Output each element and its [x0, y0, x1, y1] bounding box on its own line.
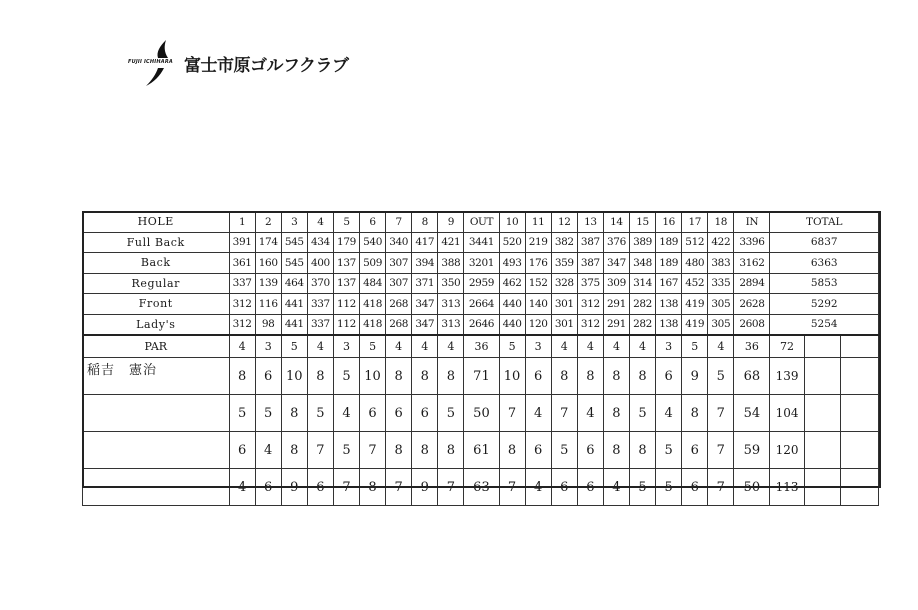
gross-score: 113 — [770, 469, 804, 506]
score-cell: 6 — [525, 432, 551, 469]
score-cell: 7 — [499, 395, 525, 432]
yardage-cell: 137 — [333, 253, 359, 274]
yardage-cell: 440 — [499, 314, 525, 335]
score-cell: 6 — [360, 395, 386, 432]
yardage-cell: 301 — [551, 294, 577, 315]
player-score-row — [83, 432, 879, 469]
par-cell: 4 — [438, 335, 464, 358]
yardage-cell: 452 — [682, 273, 708, 294]
score-cell: 6 — [577, 432, 603, 469]
score-cell: 8 — [577, 358, 603, 395]
score-cell: 8 — [438, 358, 464, 395]
yardage-cell: 394 — [412, 253, 438, 274]
hole-number: 3 — [281, 212, 307, 233]
score-cell: 5 — [333, 358, 359, 395]
yardage-cell: 371 — [412, 273, 438, 294]
score-cell: 8 — [360, 469, 386, 506]
par-cell: 5 — [499, 335, 525, 358]
yardage-cell: 370 — [307, 273, 333, 294]
yardage-cell: 313 — [438, 314, 464, 335]
hole-number: 6 — [360, 212, 386, 233]
club-name: 富士市原ゴルフクラブ — [184, 56, 349, 76]
score-cell: 6 — [255, 358, 281, 395]
par-cell: 5 — [281, 335, 307, 358]
yardage-cell: 545 — [281, 253, 307, 274]
yardage-cell: 337 — [307, 294, 333, 315]
score-cell: 8 — [603, 358, 629, 395]
score-cell: 6 — [577, 469, 603, 506]
yardage-cell: 189 — [656, 232, 682, 253]
in-score: 54 — [734, 395, 770, 432]
player-name — [83, 469, 230, 506]
yardage-cell: 120 — [525, 314, 551, 335]
tee-name: Regular — [83, 273, 230, 294]
yardage-cell: 312 — [577, 294, 603, 315]
yardage-cell: 391 — [229, 232, 255, 253]
hole-number: 8 — [412, 212, 438, 233]
blank-cell — [840, 335, 878, 358]
hole-number: 9 — [438, 212, 464, 233]
in-score: 68 — [734, 358, 770, 395]
yardage-cell: 138 — [656, 294, 682, 315]
in-score: 59 — [734, 432, 770, 469]
score-cell: 4 — [577, 395, 603, 432]
hole-number: 15 — [629, 212, 655, 233]
tee-row — [83, 273, 879, 294]
scorecard — [82, 211, 879, 495]
par-cell: 4 — [577, 335, 603, 358]
yardage-cell: 98 — [255, 314, 281, 335]
yardage-cell: 337 — [307, 314, 333, 335]
out-score: 63 — [464, 469, 499, 506]
score-cell: 4 — [603, 469, 629, 506]
score-cell: 8 — [281, 432, 307, 469]
yardage-cell: 116 — [255, 294, 281, 315]
yardage-cell: 307 — [386, 273, 412, 294]
in-header: IN — [734, 212, 770, 233]
yardage-cell: 314 — [629, 273, 655, 294]
par-cell: 4 — [307, 335, 333, 358]
score-cell: 7 — [708, 469, 734, 506]
score-cell: 5 — [255, 395, 281, 432]
score-cell: 7 — [386, 469, 412, 506]
yardage-cell: 152 — [525, 273, 551, 294]
score-cell: 4 — [255, 432, 281, 469]
score-cell: 7 — [438, 469, 464, 506]
blank-cell — [804, 432, 840, 469]
yardage-cell: 312 — [229, 294, 255, 315]
yardage-cell: 305 — [708, 314, 734, 335]
yardage-cell: 282 — [629, 294, 655, 315]
yardage-cell: 361 — [229, 253, 255, 274]
score-cell: 10 — [360, 358, 386, 395]
score-cell: 6 — [229, 432, 255, 469]
in-yardage: 2894 — [734, 273, 770, 294]
par-cell: 3 — [333, 335, 359, 358]
out-yardage: 2664 — [464, 294, 499, 315]
out-yardage: 3201 — [464, 253, 499, 274]
in-yardage: 2628 — [734, 294, 770, 315]
yardage-cell: 417 — [412, 232, 438, 253]
score-cell: 7 — [708, 432, 734, 469]
par-cell: 5 — [360, 335, 386, 358]
yardage-cell: 340 — [386, 232, 412, 253]
tee-row — [83, 232, 879, 253]
tee-name: Front — [83, 294, 230, 315]
score-cell: 8 — [281, 395, 307, 432]
yardage-cell: 520 — [499, 232, 525, 253]
yardage-cell: 337 — [229, 273, 255, 294]
yardage-cell: 179 — [333, 232, 359, 253]
score-cell: 8 — [412, 358, 438, 395]
yardage-cell: 137 — [333, 273, 359, 294]
yardage-cell: 480 — [682, 253, 708, 274]
yardage-cell: 138 — [656, 314, 682, 335]
hole-number: 5 — [333, 212, 359, 233]
scorecard-table — [82, 211, 879, 506]
gross-score: 120 — [770, 432, 804, 469]
score-cell: 6 — [412, 395, 438, 432]
in-yardage: 2608 — [734, 314, 770, 335]
yardage-cell: 493 — [499, 253, 525, 274]
par-cell: 4 — [603, 335, 629, 358]
score-cell: 6 — [682, 469, 708, 506]
score-cell: 7 — [307, 432, 333, 469]
score-cell: 8 — [682, 395, 708, 432]
yardage-cell: 347 — [603, 253, 629, 274]
hole-number: 7 — [386, 212, 412, 233]
yardage-cell: 382 — [551, 232, 577, 253]
yardage-cell: 167 — [656, 273, 682, 294]
blank-cell — [804, 358, 840, 395]
score-cell: 9 — [682, 358, 708, 395]
score-cell: 8 — [412, 432, 438, 469]
blank-cell — [804, 469, 840, 506]
score-cell: 6 — [525, 358, 551, 395]
out-yardage: 3441 — [464, 232, 499, 253]
par-cell: 3 — [525, 335, 551, 358]
score-cell: 5 — [656, 432, 682, 469]
par-cell: 3 — [656, 335, 682, 358]
out-yardage: 2959 — [464, 273, 499, 294]
tee-row — [83, 253, 879, 274]
yardage-cell: 359 — [551, 253, 577, 274]
yardage-cell: 419 — [682, 294, 708, 315]
yardage-cell: 441 — [281, 294, 307, 315]
score-cell: 5 — [708, 358, 734, 395]
yardage-cell: 160 — [255, 253, 281, 274]
hole-number: 11 — [525, 212, 551, 233]
score-cell: 8 — [386, 432, 412, 469]
par-cell: 4 — [229, 335, 255, 358]
total-yardage: 6837 — [770, 232, 879, 253]
score-cell: 5 — [438, 395, 464, 432]
blank-cell — [804, 335, 840, 358]
yardage-cell: 112 — [333, 314, 359, 335]
tee-name: Back — [83, 253, 230, 274]
par-label: PAR — [83, 335, 230, 358]
tee-name: Full Back — [83, 232, 230, 253]
par-cell: 5 — [682, 335, 708, 358]
in-score: 50 — [734, 469, 770, 506]
gross-score: 139 — [770, 358, 804, 395]
yardage-cell: 282 — [629, 314, 655, 335]
score-cell: 7 — [333, 469, 359, 506]
score-cell: 4 — [229, 469, 255, 506]
yardage-cell: 140 — [525, 294, 551, 315]
blank-cell — [840, 469, 878, 506]
par-cell: 4 — [708, 335, 734, 358]
yardage-cell: 484 — [360, 273, 386, 294]
score-cell: 5 — [229, 395, 255, 432]
hole-number: 14 — [603, 212, 629, 233]
yardage-cell: 462 — [499, 273, 525, 294]
yardage-cell: 305 — [708, 294, 734, 315]
yardage-cell: 176 — [525, 253, 551, 274]
gross-score: 104 — [770, 395, 804, 432]
hole-number: 4 — [307, 212, 333, 233]
total-yardage: 5292 — [770, 294, 879, 315]
hole-number: 17 — [682, 212, 708, 233]
in-yardage: 3396 — [734, 232, 770, 253]
yardage-cell: 139 — [255, 273, 281, 294]
yardage-cell: 387 — [577, 253, 603, 274]
score-cell: 8 — [603, 432, 629, 469]
tee-row — [83, 314, 879, 335]
score-cell: 8 — [386, 358, 412, 395]
score-cell: 8 — [229, 358, 255, 395]
score-cell: 4 — [525, 469, 551, 506]
score-cell: 7 — [708, 395, 734, 432]
par-cell: 4 — [629, 335, 655, 358]
score-cell: 5 — [551, 432, 577, 469]
yardage-cell: 312 — [229, 314, 255, 335]
player-name: 稲吉 憲治 — [83, 358, 230, 395]
score-cell: 8 — [551, 358, 577, 395]
total-header: TOTAL — [770, 212, 879, 233]
yardage-cell: 387 — [577, 232, 603, 253]
score-cell: 6 — [551, 469, 577, 506]
yardage-cell: 268 — [386, 314, 412, 335]
yardage-cell: 291 — [603, 294, 629, 315]
yardage-cell: 112 — [333, 294, 359, 315]
blank-cell — [840, 395, 878, 432]
yardage-cell: 545 — [281, 232, 307, 253]
tee-name: Lady's — [83, 314, 230, 335]
yardage-cell: 375 — [577, 273, 603, 294]
player-name — [83, 395, 230, 432]
yardage-cell: 388 — [438, 253, 464, 274]
score-cell: 8 — [307, 358, 333, 395]
blank-cell — [804, 395, 840, 432]
total-yardage: 6363 — [770, 253, 879, 274]
in-yardage: 3162 — [734, 253, 770, 274]
score-cell: 4 — [525, 395, 551, 432]
out-score: 61 — [464, 432, 499, 469]
yardage-cell: 440 — [499, 294, 525, 315]
score-cell: 8 — [629, 432, 655, 469]
par-out: 36 — [464, 335, 499, 358]
score-cell: 8 — [603, 395, 629, 432]
hole-header-label: HOLE — [83, 212, 230, 233]
score-cell: 5 — [629, 469, 655, 506]
out-score: 71 — [464, 358, 499, 395]
yardage-cell: 291 — [603, 314, 629, 335]
yardage-cell: 219 — [525, 232, 551, 253]
par-total: 72 — [770, 335, 804, 358]
total-yardage: 5853 — [770, 273, 879, 294]
par-cell: 4 — [412, 335, 438, 358]
score-cell: 7 — [551, 395, 577, 432]
par-cell: 4 — [386, 335, 412, 358]
player-score-row — [83, 395, 879, 432]
yardage-cell: 189 — [656, 253, 682, 274]
yardage-cell: 328 — [551, 273, 577, 294]
yardage-cell: 512 — [682, 232, 708, 253]
blank-cell — [840, 432, 878, 469]
score-cell: 5 — [333, 432, 359, 469]
yardage-cell: 350 — [438, 273, 464, 294]
par-cell: 3 — [255, 335, 281, 358]
par-cell: 4 — [551, 335, 577, 358]
hole-number: 12 — [551, 212, 577, 233]
yardage-cell: 347 — [412, 294, 438, 315]
yardage-cell: 419 — [682, 314, 708, 335]
hole-number: 1 — [229, 212, 255, 233]
score-cell: 10 — [499, 358, 525, 395]
score-cell: 8 — [438, 432, 464, 469]
out-header: OUT — [464, 212, 499, 233]
yardage-cell: 376 — [603, 232, 629, 253]
hole-number: 10 — [499, 212, 525, 233]
hole-number: 13 — [577, 212, 603, 233]
yardage-cell: 347 — [412, 314, 438, 335]
tee-row — [83, 294, 879, 315]
hole-number: 18 — [708, 212, 734, 233]
yardage-cell: 434 — [307, 232, 333, 253]
yardage-cell: 301 — [551, 314, 577, 335]
score-cell: 4 — [333, 395, 359, 432]
score-cell: 6 — [682, 432, 708, 469]
score-cell: 7 — [360, 432, 386, 469]
yardage-cell: 309 — [603, 273, 629, 294]
score-cell: 7 — [499, 469, 525, 506]
blank-cell — [840, 358, 878, 395]
hole-header-row — [83, 212, 879, 233]
player-score-row — [83, 358, 879, 395]
yardage-cell: 307 — [386, 253, 412, 274]
yardage-cell: 383 — [708, 253, 734, 274]
score-cell: 6 — [386, 395, 412, 432]
score-cell: 6 — [656, 358, 682, 395]
par-row — [83, 335, 879, 358]
score-cell: 10 — [281, 358, 307, 395]
yardage-cell: 174 — [255, 232, 281, 253]
out-yardage: 2646 — [464, 314, 499, 335]
score-cell: 5 — [656, 469, 682, 506]
yardage-cell: 418 — [360, 294, 386, 315]
yardage-cell: 400 — [307, 253, 333, 274]
score-cell: 5 — [307, 395, 333, 432]
player-score-row — [83, 469, 879, 506]
score-cell: 6 — [255, 469, 281, 506]
yardage-cell: 312 — [577, 314, 603, 335]
score-cell: 4 — [656, 395, 682, 432]
yardage-cell: 464 — [281, 273, 307, 294]
yardage-cell: 441 — [281, 314, 307, 335]
hole-number: 16 — [656, 212, 682, 233]
hole-number: 2 — [255, 212, 281, 233]
score-cell: 5 — [629, 395, 655, 432]
yardage-cell: 268 — [386, 294, 412, 315]
score-cell: 9 — [281, 469, 307, 506]
logo-subtitle: FUJII ICHIHARA — [128, 59, 173, 65]
yardage-cell: 421 — [438, 232, 464, 253]
yardage-cell: 389 — [629, 232, 655, 253]
total-yardage: 5254 — [770, 314, 879, 335]
player-name — [83, 432, 230, 469]
yardage-cell: 509 — [360, 253, 386, 274]
score-cell: 9 — [412, 469, 438, 506]
yardage-cell: 335 — [708, 273, 734, 294]
yardage-cell: 313 — [438, 294, 464, 315]
yardage-cell: 418 — [360, 314, 386, 335]
par-in: 36 — [734, 335, 770, 358]
yardage-cell: 540 — [360, 232, 386, 253]
yardage-cell: 348 — [629, 253, 655, 274]
yardage-cell: 422 — [708, 232, 734, 253]
out-score: 50 — [464, 395, 499, 432]
score-cell: 6 — [307, 469, 333, 506]
score-cell: 8 — [629, 358, 655, 395]
score-cell: 8 — [499, 432, 525, 469]
